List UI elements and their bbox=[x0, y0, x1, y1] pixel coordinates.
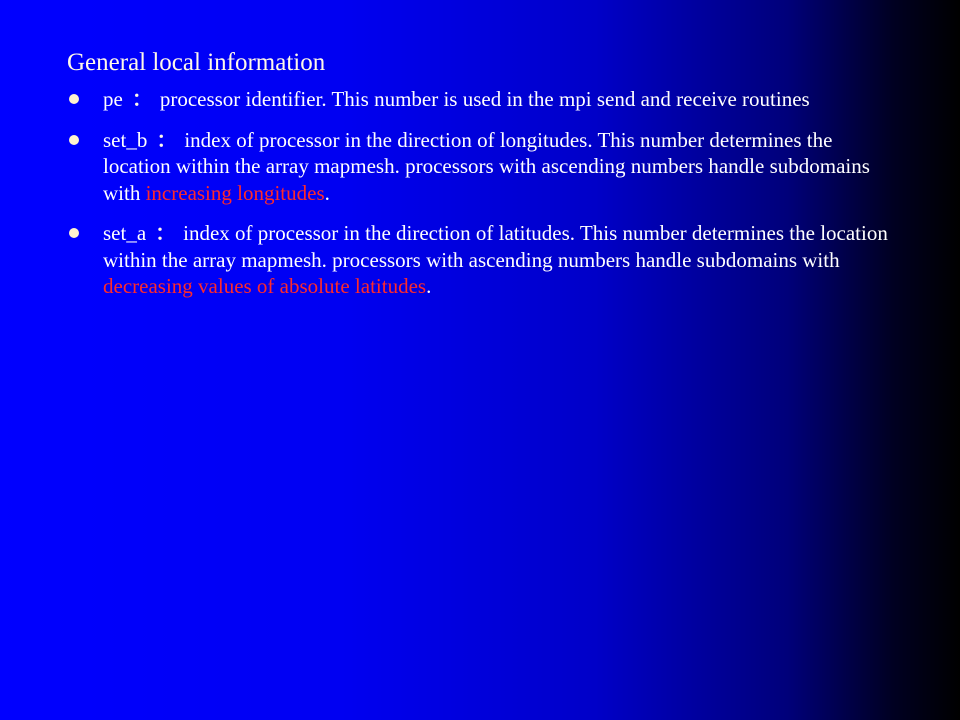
bullet-item-pe bbox=[67, 86, 902, 113]
bullet-dot-icon bbox=[69, 94, 79, 104]
bullet-text: processor identifier. This number is used in the mpi send and receive routines bbox=[159, 87, 810, 111]
bullet-item-set-a bbox=[67, 220, 902, 300]
bullet-highlight: decreasing values of absolute latitudes bbox=[103, 274, 427, 298]
bullet-colon: ： bbox=[155, 221, 177, 245]
bullet-dot-icon bbox=[69, 135, 79, 145]
bullet-dot-icon bbox=[69, 228, 79, 238]
bullet-item-set-b bbox=[67, 127, 902, 207]
bullet-text: index of processor in the direction of longitudes. This number determines the location within the array mapmesh. processors with ascending numbers handle subdomains with bbox=[103, 127, 870, 205]
bullet-term: set_b bbox=[103, 127, 148, 152]
slide-heading: General local information bbox=[67, 49, 326, 76]
bullet-text: index of processor in the direction of latitudes. This number determines the location within the array mapmesh. processors with ascending numbers handle subdomains with bbox=[103, 221, 888, 272]
bullet-list bbox=[67, 86, 902, 314]
bullet-colon: ： bbox=[131, 87, 153, 111]
bullet-colon: ： bbox=[156, 127, 178, 152]
bullet-term: set_a bbox=[103, 221, 147, 245]
bullet-after: . bbox=[324, 180, 330, 205]
bullet-highlight: increasing longitudes bbox=[145, 180, 325, 205]
bullet-after: . bbox=[426, 274, 432, 298]
bullet-term: pe bbox=[103, 87, 123, 111]
